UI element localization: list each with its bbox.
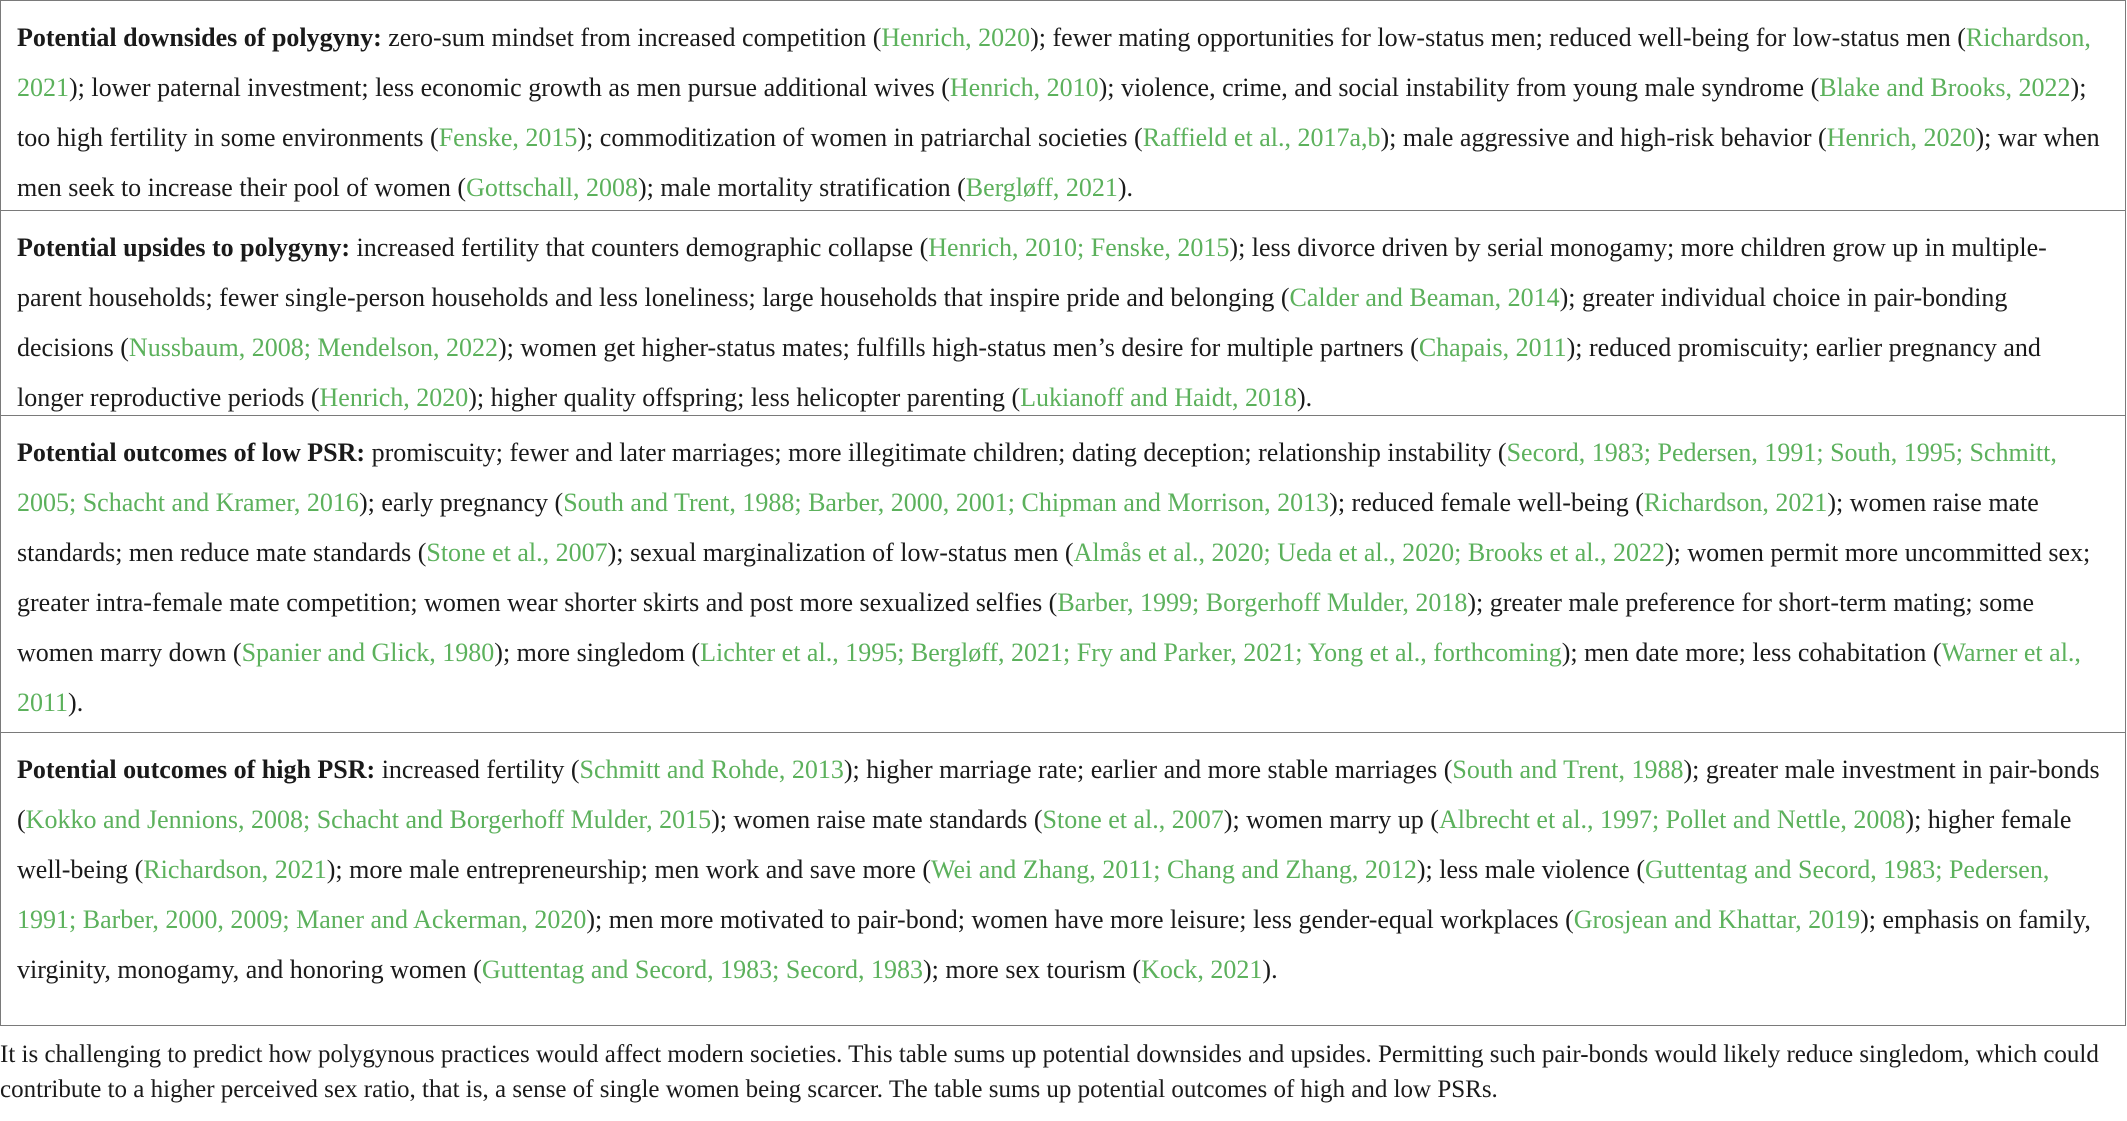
body-text: ); too high fertility in some environments ( [17, 73, 2087, 152]
citation-link[interactable]: Richardson, 2021 [17, 23, 2091, 102]
body-text: ). [1262, 955, 1278, 984]
citation-link[interactable]: Richardson, 2021 [1643, 488, 1828, 517]
body-text: ); women raise mate standards ( [711, 805, 1043, 834]
row-heading: Potential outcomes of high PSR: [17, 755, 376, 784]
citation-link[interactable]: Guttentag and Secord, 1983; Pedersen, 1991; Barber, 2000, 2009; Maner and Ackerman, 2020 [17, 855, 2050, 934]
body-text: ); fewer mating opportunities for low-status men; reduced well-being for low-status men ( [1030, 23, 1966, 52]
citation-link[interactable]: Stone et al., 2007 [1042, 805, 1224, 834]
body-text: ); emphasis on family, virginity, monogamy, and honoring women ( [17, 905, 2091, 984]
citation-link[interactable]: Chapais, 2011 [1418, 333, 1567, 362]
body-text: ); early pregnancy ( [358, 488, 564, 517]
body-text: ); lower paternal investment; less economic growth as men pursue additional wives ( [69, 73, 950, 102]
citation-link[interactable]: Kock, 2021 [1141, 955, 1263, 984]
body-text: ); violence, crime, and social instability from young male syndrome ( [1098, 73, 1820, 102]
body-text: ); more sex tourism ( [923, 955, 1142, 984]
body-text: ). [1296, 383, 1313, 412]
citation-link[interactable]: Henrich, 2020 [319, 383, 469, 412]
citation-link[interactable]: Blake and Brooks, 2022 [1819, 73, 2071, 102]
citation-link[interactable]: Nussbaum, 2008; Mendelson, 2022 [128, 333, 498, 362]
citation-link[interactable]: Fenske, 2015 [438, 123, 578, 152]
citation-link[interactable]: South and Trent, 1988 [1452, 755, 1684, 784]
citation-link[interactable]: Calder and Beaman, 2014 [1289, 283, 1560, 312]
body-text: zero-sum mindset from increased competition ( [381, 23, 882, 52]
row-heading: Potential upsides to polygyny: [17, 233, 350, 262]
body-text: ); more singledom ( [494, 638, 701, 667]
body-text: promiscuity; fewer and later marriages; more illegitimate children; dating deception; relationship instability ( [365, 438, 1507, 467]
citation-link[interactable]: Lukianoff and Haidt, 2018 [1020, 383, 1297, 412]
citation-link[interactable]: Henrich, 2010 [949, 73, 1099, 102]
body-text: ); greater male preference for short-term mating; some women marry down ( [17, 588, 2035, 667]
citation-link[interactable]: Lichter et al., 1995; Bergløff, 2021; Fry and Parker, 2021; Yong et al., forthcoming [700, 638, 1562, 667]
body-text: ); women raise mate standards; men reduce mate standards ( [17, 488, 2039, 567]
body-text: ); greater male investment in pair-bonds ( [17, 755, 2100, 834]
table-caption: It is challenging to predict how polygynous practices would affect modern societies. This table sums up potential downsides and upsides. Permitting such pair-bonds would likely reduce singledom, which could contribute to a higher perceived sex ratio, that is, a sense of single women being scarcer. The table sums up potential outcomes of high and low PSRs. [0, 1041, 2099, 1103]
citation-link[interactable]: Secord, 1983; Pedersen, 1991; South, 1995; Schmitt, 2005; Schacht and Kramer, 2016 [17, 438, 2057, 517]
body-text: ); war when men seek to increase their pool of women ( [17, 123, 2100, 202]
citation-link[interactable]: Kokko and Jennions, 2008; Schacht and Borgerhoff Mulder, 2015 [25, 805, 712, 834]
row-low-psr-outcomes [1, 416, 2125, 733]
body-text: ); men date more; less cohabitation ( [1561, 638, 1942, 667]
citation-link[interactable]: Gottschall, 2008 [466, 173, 638, 202]
citation-link[interactable]: Henrich, 2020 [881, 23, 1031, 52]
citation-link[interactable]: Richardson, 2021 [143, 855, 327, 884]
citation-link[interactable]: Almås et al., 2020; Ueda et al., 2020; Brooks et al., 2022 [1073, 538, 1665, 567]
body-text: ); less male violence ( [1416, 855, 1645, 884]
citation-link[interactable]: Stone et al., 2007 [426, 538, 608, 567]
body-text: ); more male entrepreneurship; men work and save more ( [326, 855, 932, 884]
body-text: ); higher quality offspring; less helicopter parenting ( [468, 383, 1021, 412]
body-text: ); commoditization of women in patriarchal societies ( [577, 123, 1143, 152]
body-text: ); sexual marginalization of low-status men ( [607, 538, 1074, 567]
citation-link[interactable]: Warner et al., 2011 [17, 638, 2081, 717]
citation-link[interactable]: Bergløff, 2021 [965, 173, 1118, 202]
body-text: ); male aggressive and high-risk behavior ( [1380, 123, 1827, 152]
citation-link[interactable]: South and Trent, 1988; Barber, 2000, 2001; Chipman and Morrison, 2013 [563, 488, 1330, 517]
citation-link[interactable]: Grosjean and Khattar, 2019 [1573, 905, 1861, 934]
citation-link[interactable]: Guttentag and Secord, 1983; Secord, 1983 [481, 955, 924, 984]
citation-link[interactable]: Spanier and Glick, 1980 [241, 638, 495, 667]
body-text: ); women get higher-status mates; fulfills high-status men’s desire for multiple partners ( [497, 333, 1419, 362]
body-text: ); greater individual choice in pair-bonding decisions ( [17, 283, 2008, 362]
body-text: ); higher marriage rate; earlier and more stable marriages ( [843, 755, 1453, 784]
body-text: ); less divorce driven by serial monogamy; more children grow up in multiple-parent households; fewer single-person households and less loneliness; large households that inspire pride and belonging ( [17, 233, 2047, 312]
body-text: ). [68, 688, 84, 717]
body-text: increased fertility ( [375, 755, 580, 784]
body-text: ). [1117, 173, 1134, 202]
body-text: ); men more motivated to pair-bond; women have more leisure; less gender-equal workplaces ( [586, 905, 1574, 934]
citation-link[interactable]: Raffield et al., 2017a,b [1142, 123, 1381, 152]
body-text: increased fertility that counters demographic collapse ( [350, 233, 929, 262]
row-heading: Potential downsides of polygyny: [17, 23, 382, 52]
body-text: ); women permit more uncommitted sex; greater intra-female mate competition; women wear shorter skirts and post more sexualized selfies ( [17, 538, 2091, 617]
citation-link[interactable]: Barber, 1999; Borgerhoff Mulder, 2018 [1057, 588, 1468, 617]
row-high-psr-outcomes [1, 733, 2125, 1025]
body-text: ); women marry up ( [1223, 805, 1439, 834]
body-text: ); reduced promiscuity; earlier pregnancy and longer reproductive periods ( [17, 333, 2041, 412]
body-text: ); reduced female well-being ( [1329, 488, 1644, 517]
row-polygyny-upsides [1, 211, 2125, 416]
citation-link[interactable]: Henrich, 2020 [1826, 123, 1976, 152]
row-heading: Potential outcomes of low PSR: [17, 438, 366, 467]
body-text: ); higher female well-being ( [17, 805, 2072, 884]
citation-link[interactable]: Henrich, 2010; Fenske, 2015 [928, 233, 1230, 262]
body-text: ); male mortality stratification ( [637, 173, 966, 202]
citation-link[interactable]: Schmitt and Rohde, 2013 [579, 755, 844, 784]
citation-link[interactable]: Wei and Zhang, 2011; Chang and Zhang, 2012 [931, 855, 1417, 884]
row-polygyny-downsides [1, 1, 2125, 211]
citation-link[interactable]: Albrecht et al., 1997; Pollet and Nettle, 2008 [1438, 805, 1906, 834]
